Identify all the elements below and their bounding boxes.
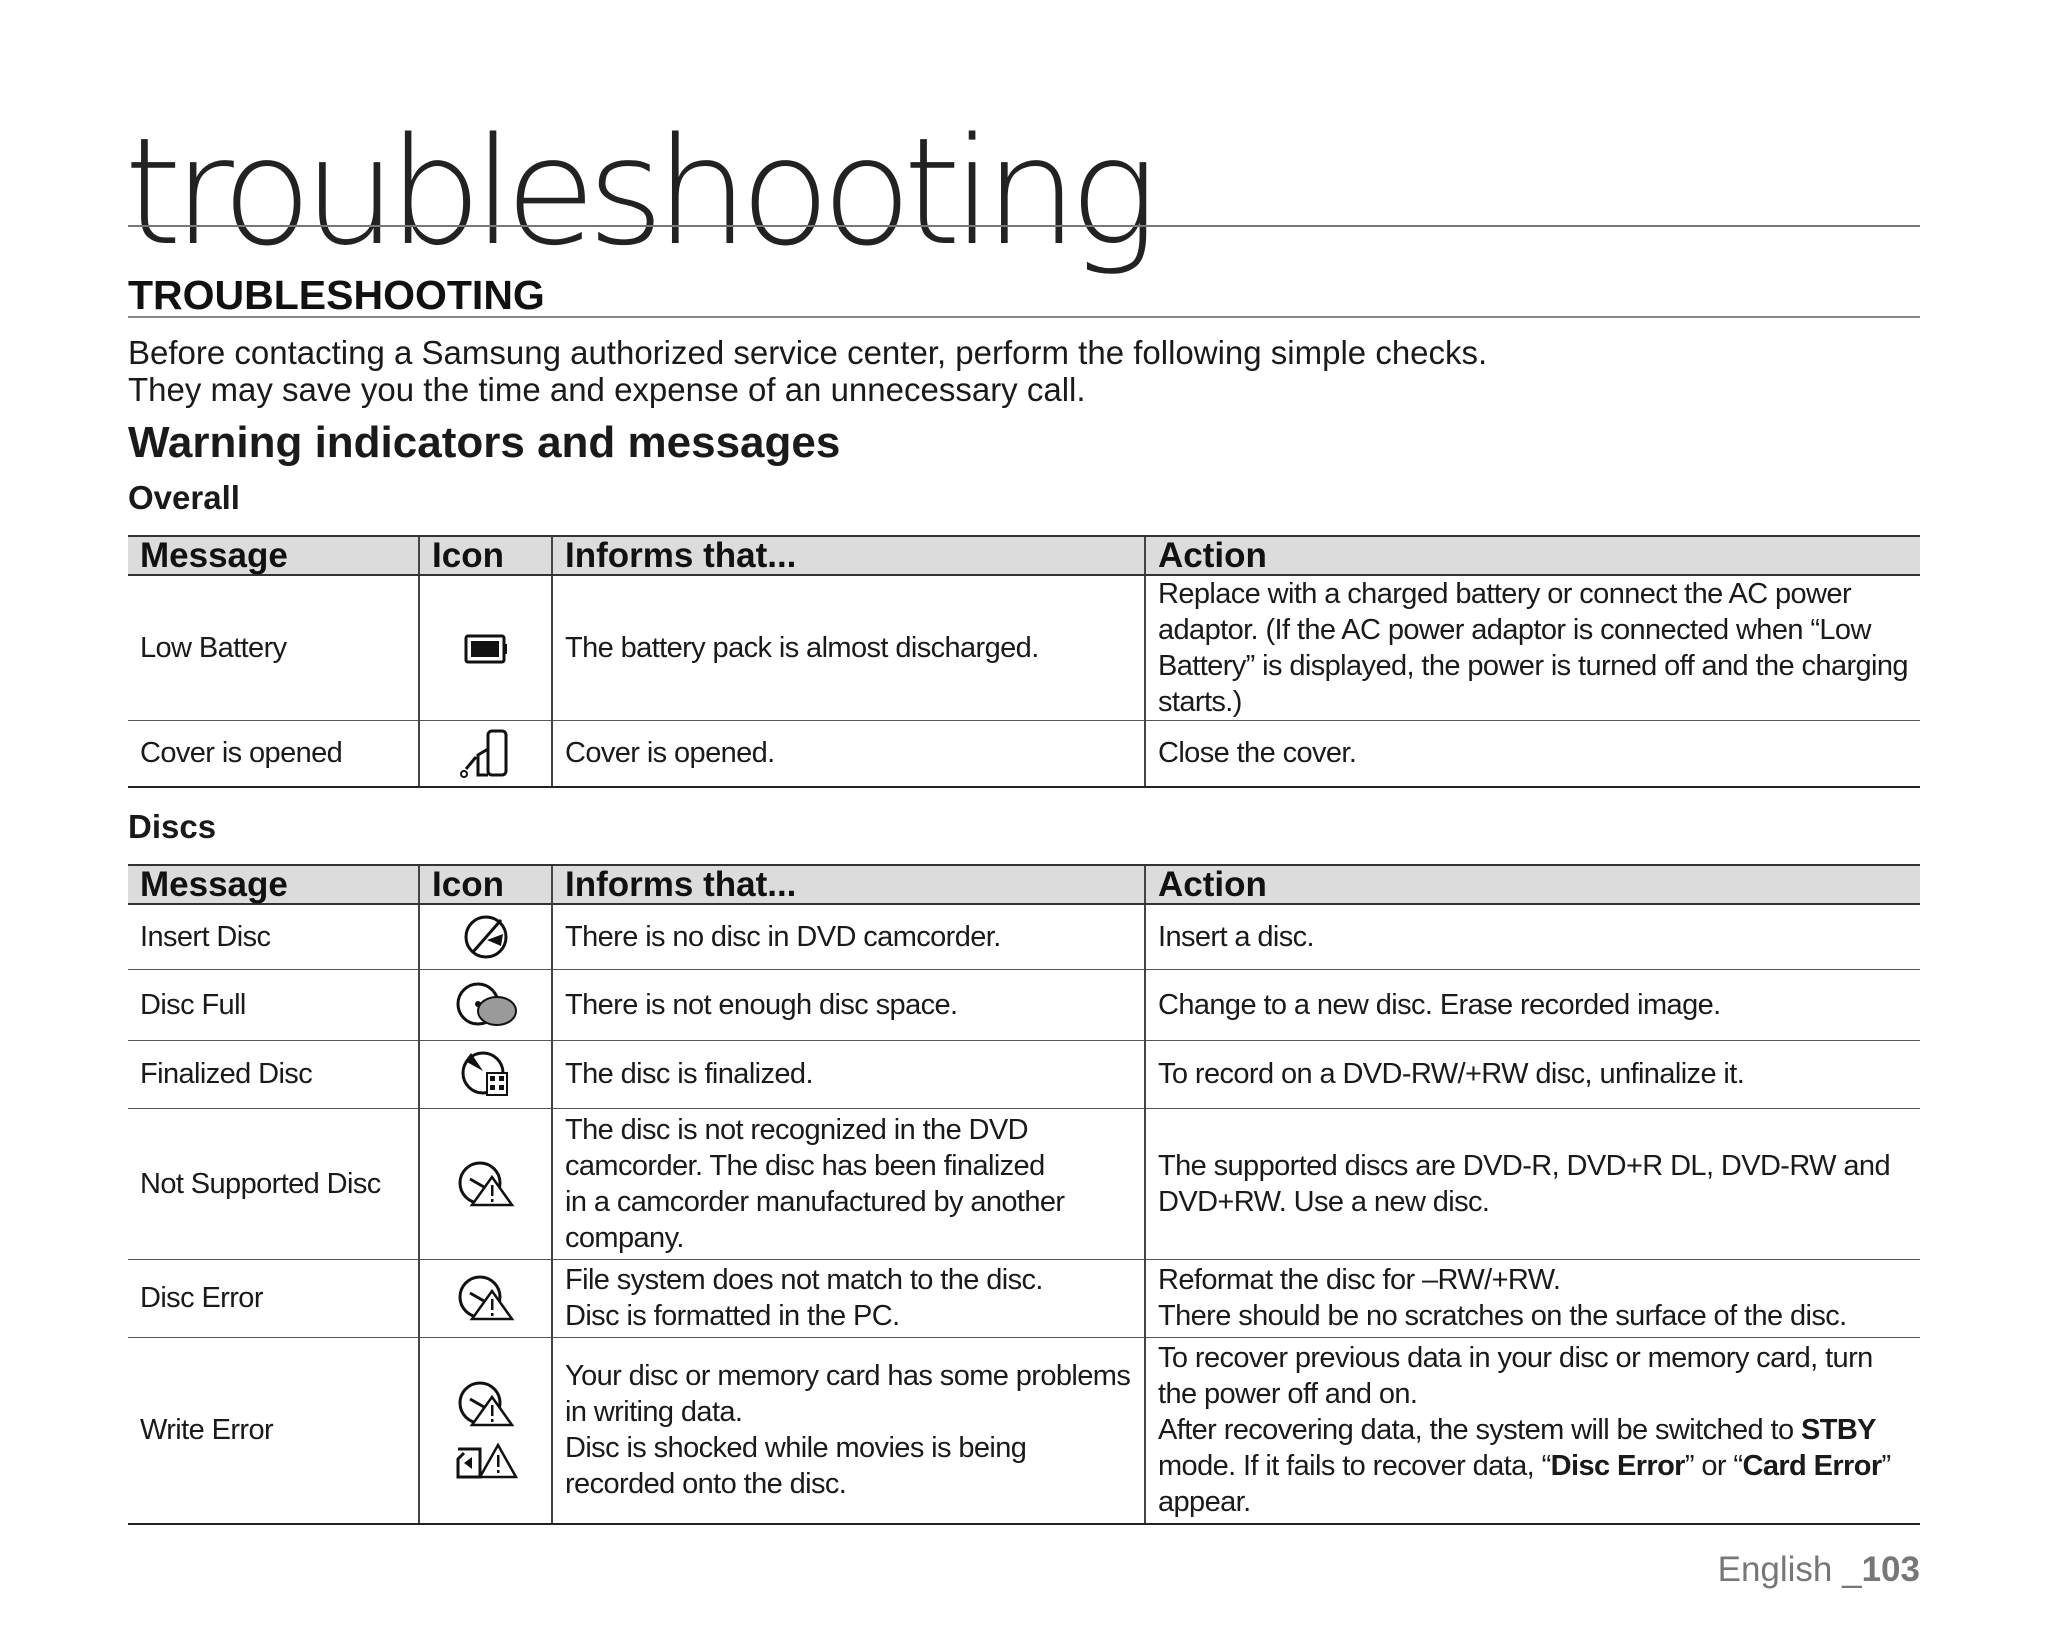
page-footer	[1718, 1550, 1920, 1590]
cell-message: Disc Error	[128, 1259, 419, 1337]
cell-icon	[419, 1259, 552, 1337]
cell-icon	[419, 904, 552, 969]
low-battery-icon	[464, 633, 508, 665]
page-number: 103	[1861, 1550, 1920, 1589]
disc-error-label: Disc Error	[1550, 1450, 1685, 1483]
header-message: Message	[128, 865, 419, 904]
cell-informs: Your disc or memory card has some problems in writing data. Disc is shocked while movies is being recorded onto the disc.	[552, 1337, 1145, 1524]
overall-group-title: Overall	[128, 479, 240, 516]
header-action: Action	[1145, 536, 1920, 575]
cell-action: To recover previous data in your disc or memory card, turn the power off and on. After recovering data, the system will be switched to STBY mode. If it fails to recover data, “Disc Error” or “Card Error” appear.	[1145, 1337, 1920, 1524]
header-informs: Informs that...	[552, 536, 1145, 575]
header-message: Message	[128, 536, 419, 575]
cell-informs: Cover is opened.	[552, 721, 1145, 787]
intro-line: They may save you the time and expense of an unnecessary call.	[128, 371, 1086, 408]
header-icon: Icon	[419, 536, 552, 575]
disc-warning-icon	[420, 1379, 551, 1429]
table-row	[128, 904, 1920, 969]
cell-informs: The battery pack is almost discharged.	[552, 575, 1145, 721]
cover-open-icon	[458, 725, 514, 781]
cell-message: Cover is opened	[128, 721, 419, 787]
cell-icon	[419, 575, 552, 721]
header-informs: Informs that...	[552, 865, 1145, 904]
table-row	[128, 969, 1920, 1040]
cell-icon	[419, 1108, 552, 1259]
finalized-disc-icon	[459, 1049, 513, 1099]
intro-paragraph	[128, 334, 1487, 408]
chapter-title: troubleshooting	[124, 106, 1149, 278]
section-title-rule	[128, 316, 1920, 318]
disc-full-icon	[453, 980, 519, 1030]
section-title: TROUBLESHOOTING	[128, 272, 545, 318]
card-error-label: Card Error	[1742, 1450, 1882, 1483]
table-header-row	[128, 536, 1920, 575]
cell-action: Insert a disc.	[1145, 904, 1920, 969]
table-row	[128, 1259, 1920, 1337]
cell-message: Finalized Disc	[128, 1040, 419, 1108]
cell-informs: The disc is not recognized in the DVD camcorder. The disc has been finalized in a camcorder manufactured by another company.	[552, 1108, 1145, 1259]
table-row	[128, 1337, 1920, 1524]
cell-message: Not Supported Disc	[128, 1108, 419, 1259]
cell-icon	[419, 721, 552, 787]
table-row	[128, 575, 1920, 721]
disc-warning-icon	[456, 1273, 516, 1323]
overall-table	[128, 535, 1920, 788]
cell-informs: File system does not match to the disc. Disc is formatted in the PC.	[552, 1259, 1145, 1337]
footer-language: English _	[1717, 1550, 1862, 1589]
intro-line: Before contacting a Samsung authorized service center, perform the following simple checks.	[128, 334, 1488, 371]
header-icon: Icon	[419, 865, 552, 904]
table-row	[128, 1108, 1920, 1259]
subsection-title: Warning indicators and messages	[128, 418, 841, 467]
cell-action: To record on a DVD-RW/+RW disc, unfinalize it.	[1145, 1040, 1920, 1108]
card-warning-icon	[420, 1441, 551, 1481]
cell-action: Replace with a charged battery or connect the AC power adaptor. (If the AC power adaptor is connected when “Low Battery” is displayed, the power is turned off and the charging starts.)	[1145, 575, 1920, 721]
cell-message: Write Error	[128, 1337, 419, 1524]
cell-message: Insert Disc	[128, 904, 419, 969]
cell-icon	[419, 969, 552, 1040]
table-header-row	[128, 865, 1920, 904]
cell-action: Close the cover.	[1145, 721, 1920, 787]
cell-informs: There is no disc in DVD camcorder.	[552, 904, 1145, 969]
header-action: Action	[1145, 865, 1920, 904]
cell-action: Change to a new disc. Erase recorded image.	[1145, 969, 1920, 1040]
cell-message: Low Battery	[128, 575, 419, 721]
cell-informs: There is not enough disc space.	[552, 969, 1145, 1040]
cell-informs: The disc is finalized.	[552, 1040, 1145, 1108]
cell-icon	[419, 1040, 552, 1108]
table-row	[128, 1040, 1920, 1108]
cell-action: The supported discs are DVD-R, DVD+R DL, DVD-RW and DVD+RW. Use a new disc.	[1145, 1108, 1920, 1259]
discs-table	[128, 864, 1920, 1525]
table-row	[128, 721, 1920, 787]
discs-group-title: Discs	[128, 808, 217, 845]
stby-mode-label: STBY	[1800, 1414, 1876, 1447]
cell-icon	[419, 1337, 552, 1524]
no-disc-icon	[461, 912, 511, 962]
cell-message: Disc Full	[128, 969, 419, 1040]
cell-action: Reformat the disc for –RW/+RW. There should be no scratches on the surface of the disc.	[1145, 1259, 1920, 1337]
chapter-title-rule	[128, 225, 1920, 227]
disc-warning-icon	[456, 1159, 516, 1209]
